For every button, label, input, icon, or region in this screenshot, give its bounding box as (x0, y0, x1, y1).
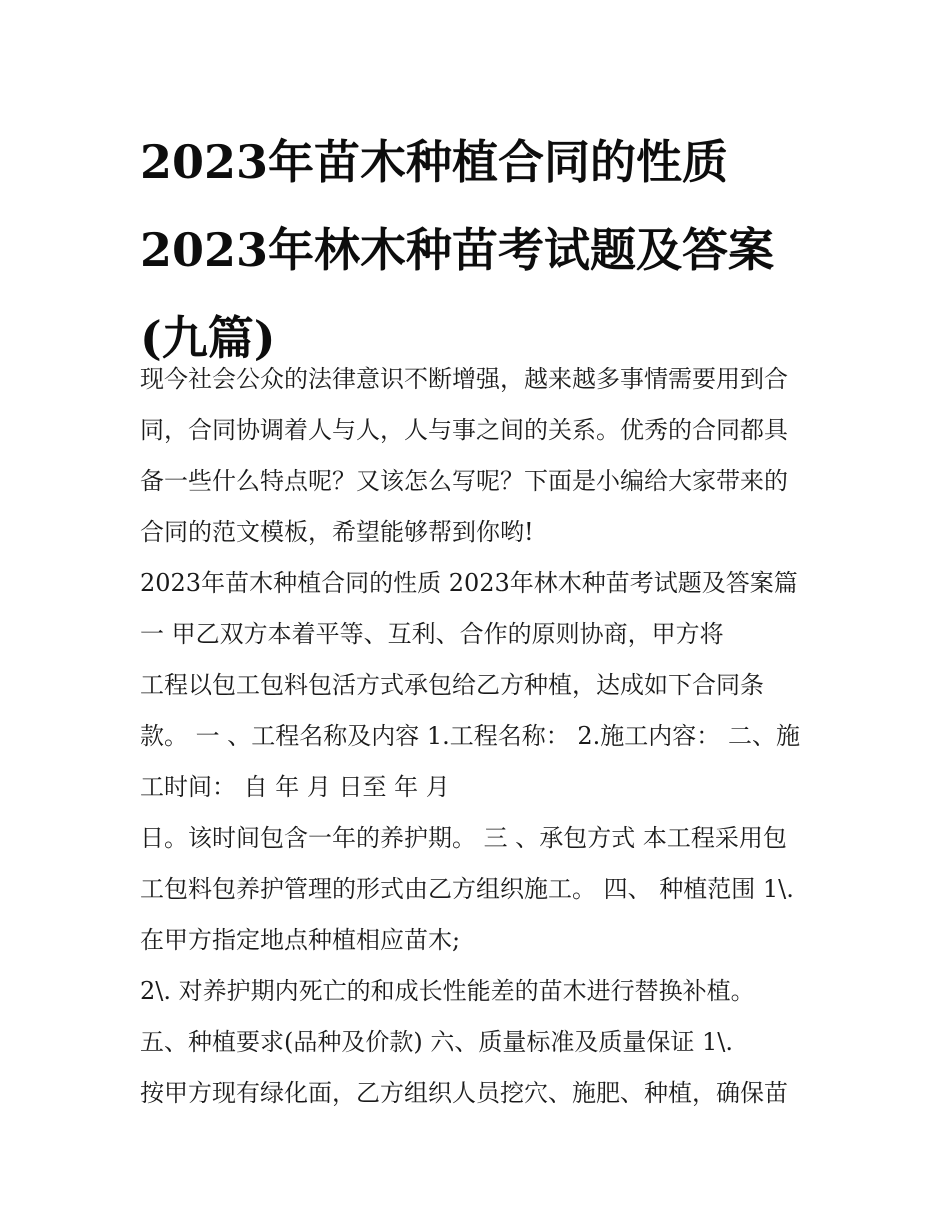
body-line-11: 工包料包养护管理的形式由乙方组织施工。 四、 种植范围 1\. (140, 875, 794, 903)
document-body (140, 354, 830, 1119)
body-line-15: 按甲方现有绿化面，乙方组织人员挖穴、施肥、种植，确保苗 (140, 1079, 788, 1107)
body-line-14: 五、种植要求(品种及价款) 六、质量标准及质量保证 1\. (140, 1028, 733, 1056)
body-line-1: 现今社会公众的法律意识不断增强，越来越多事情需要用到合 (140, 365, 788, 393)
body-line-12: 在甲方指定地点种植相应苗木; (140, 926, 461, 954)
title-line-2: 2023年林木种苗考试题及答案 (140, 223, 775, 277)
body-line-13: 2\. 对养护期内死亡的和成长性能差的苗木进行替换补植。 (140, 977, 755, 1005)
title-line-3: (九篇) (140, 311, 276, 365)
body-line-2: 同，合同协调着人与人，人与事之间的关系。优秀的合同都具 (140, 416, 788, 444)
body-line-10: 日。该时间包含一年的养护期。 三 、承包方式 本工程采用包 (140, 824, 787, 852)
body-line-4: 合同的范文模板，希望能够帮到你哟! (140, 518, 534, 546)
title-line-1: 2023年苗木种植合同的性质 (140, 135, 729, 189)
body-line-6: 一 甲乙双方本着平等、互利、合作的原则协商，甲方将 (140, 620, 724, 648)
body-line-9: 工时间： 自 年 月 日至 年 月 (140, 773, 450, 801)
body-line-7: 工程以包工包料包活方式承包给乙方种植，达成如下合同条 (140, 671, 764, 699)
body-line-8: 款。 一 、工程名称及内容 1.工程名称： 2.施工内容： 二、施 (140, 722, 800, 750)
body-line-3: 备一些什么特点呢？又该怎么写呢？下面是小编给大家带来的 (140, 467, 788, 495)
body-line-5: 2023年苗木种植合同的性质 2023年林木种苗考试题及答案篇 (140, 569, 798, 597)
document-title (140, 118, 830, 382)
